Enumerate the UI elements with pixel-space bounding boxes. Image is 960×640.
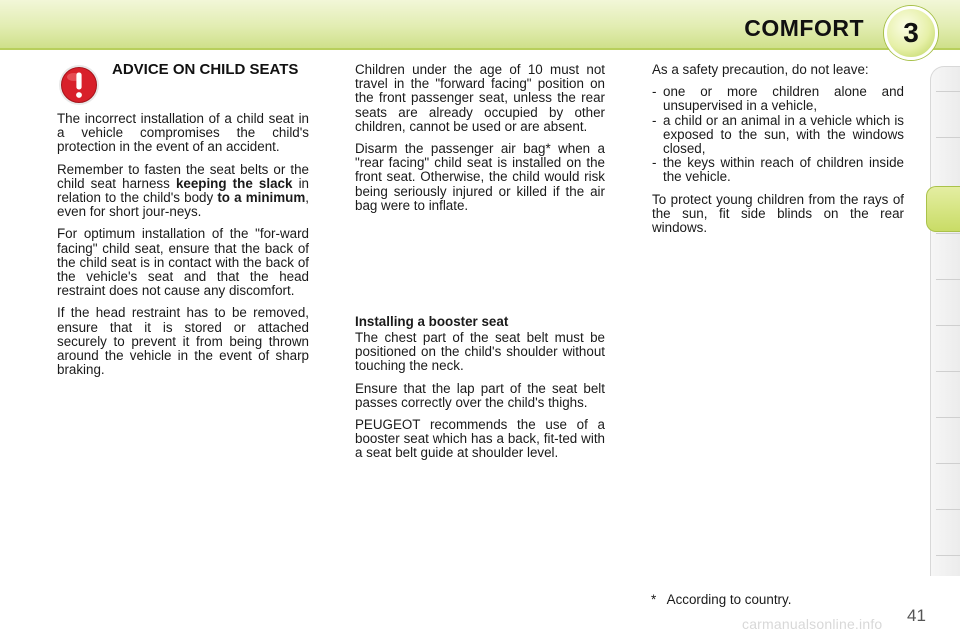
- paragraph: Ensure that the lap part of the seat belt passes correctly over the child's thighs.: [355, 380, 605, 410]
- paragraph: PEUGEOT recommends the use of a booster seat which has a back, fit-ted with a seat belt guide at shoulder level.: [355, 417, 605, 461]
- list-item: [652, 114, 904, 157]
- column-right: [652, 63, 904, 243]
- chapter-tab-divider: [936, 91, 960, 92]
- paragraph: The chest part of the seat belt must be positioned on the child's shoulder without touching the neck.: [355, 330, 605, 374]
- emphasis: keeping the slack: [175, 175, 293, 191]
- chapter-tab-divider: [936, 233, 960, 234]
- text-run: , even for short jour-neys.: [57, 190, 310, 220]
- chapter-badge: [884, 6, 938, 60]
- chapter-tab-divider: [936, 555, 960, 556]
- text-run: in relation to the child's body: [57, 175, 310, 206]
- warning-exclamation-icon: [58, 64, 100, 106]
- column-left: [57, 112, 309, 385]
- footnote: * According to country.: [651, 592, 792, 607]
- chapter-tab-divider: [936, 509, 960, 510]
- paragraph: As a safety precaution, do not leave:: [652, 62, 869, 77]
- paragraph: [57, 163, 309, 220]
- column-middle-lower: [355, 331, 605, 469]
- list-dash: -: [652, 155, 657, 171]
- watermark: carmanualsonline.info: [742, 616, 883, 632]
- page-number: 41: [907, 606, 926, 625]
- page-title: COMFORT: [744, 15, 864, 41]
- list-dash: -: [652, 112, 657, 128]
- emphasis: to a minimum: [217, 190, 306, 206]
- paragraph: Children under the age of 10 must not travel in the "forward facing" position on the front passenger seat, unless the rear seats are already occupied by other children, cannot be used or are absent.: [355, 62, 605, 134]
- list-item-text: the keys within reach of children inside the vehicle.: [663, 155, 904, 185]
- subheading-booster-seat: Installing a booster seat: [355, 314, 509, 329]
- chapter-tab-divider: [936, 137, 960, 138]
- chapter-tab-divider: [936, 417, 960, 418]
- column-middle: [355, 63, 605, 221]
- chapter-tabs: [930, 66, 960, 576]
- paragraph: To protect young children from the rays of the sun, fit side blinds on the rear windows.: [652, 191, 904, 236]
- chapter-tab-divider: [936, 325, 960, 326]
- paragraph: For optimum installation of the "for-ward facing" child seat, ensure that the back of the child seat is in contact with the back of the vehicle's seat and that the head restraint does not cause any discomfort.: [57, 226, 309, 299]
- list-item-text: one or more children alone and unsupervised in a vehicle,: [663, 84, 904, 114]
- chapter-number: 3: [903, 17, 919, 48]
- text-run: Remember to fasten the seat belts or the child seat harness: [57, 161, 309, 191]
- list-item: [652, 156, 904, 184]
- chapter-tab-active[interactable]: [926, 186, 960, 232]
- list-item: [652, 85, 904, 113]
- precaution-list: [652, 85, 904, 184]
- chapter-tab-divider: [936, 279, 960, 280]
- paragraph: Disarm the passenger air bag* when a "rear facing" child seat is installed on the front seat. Otherwise, the child would risk being seriously injured or killed if the air bag were to inflate.: [355, 141, 605, 213]
- chapter-tab-divider: [936, 463, 960, 464]
- section-title: ADVICE ON CHILD SEATS: [112, 61, 299, 78]
- list-item-text: a child or an animal in a vehicle which is exposed to the sun, with the windows closed,: [663, 112, 904, 157]
- list-dash: -: [652, 84, 657, 100]
- paragraph: The incorrect installation of a child seat in a vehicle compromises the child's protection in the event of an accident.: [57, 111, 309, 155]
- chapter-tab-divider: [936, 371, 960, 372]
- paragraph: If the head restraint has to be removed, ensure that it is stored or attached securely to prevent it from being thrown around the vehicle in the event of sharp braking.: [57, 305, 309, 378]
